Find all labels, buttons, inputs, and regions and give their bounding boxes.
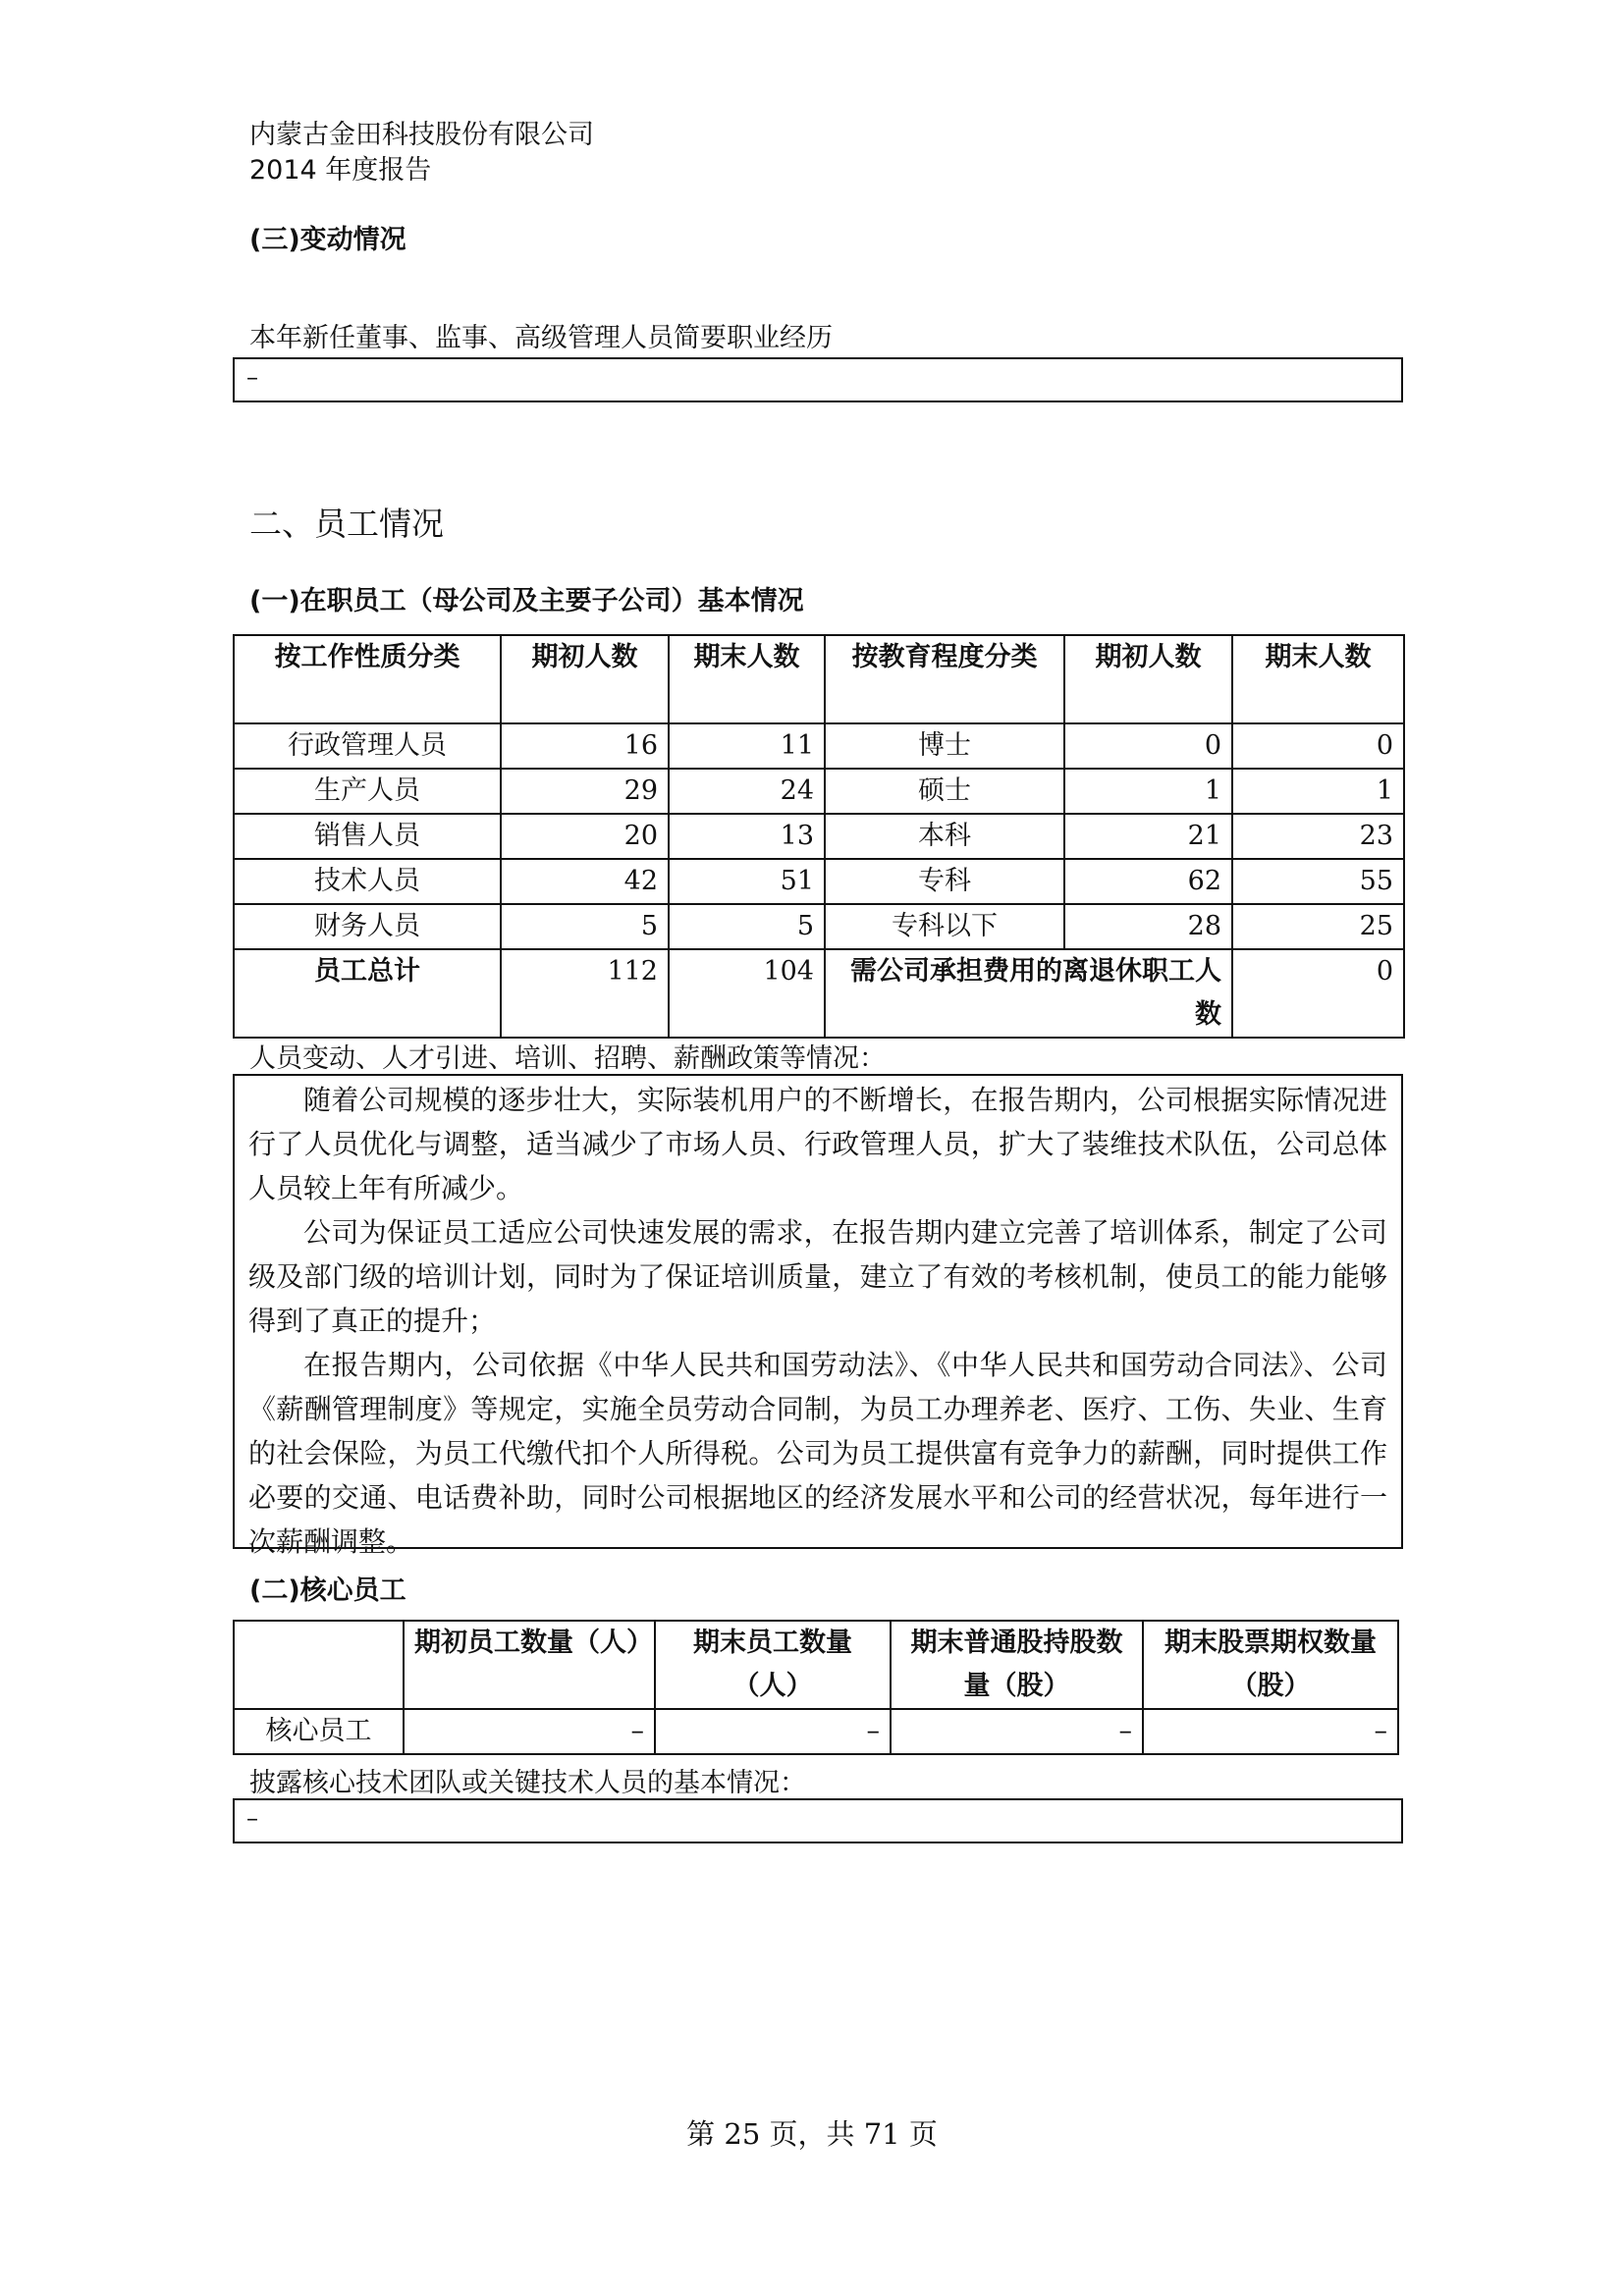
education-cell: 本科 [825, 814, 1064, 859]
begin-count-cell: 20 [501, 814, 669, 859]
policy-box [233, 1074, 1403, 1558]
header-education-category: 按教育程度分类 [825, 635, 1064, 723]
new-officers-caption: 本年新任董事、监事、高级管理人员简要职业经历 [249, 323, 833, 353]
disclosure-caption: 披露核心技术团队或关键技术人员的基本情况： [249, 1768, 806, 1798]
job-category-cell: 财务人员 [234, 904, 501, 949]
core-header-end: 期末员工数量（人） [655, 1621, 891, 1709]
employees-header-row [234, 635, 1404, 723]
begin-count-cell: 5 [501, 904, 669, 949]
end-count-cell: 24 [669, 769, 825, 814]
new-officers-box [233, 357, 1403, 402]
employees-section-title: 二、员工情况 [249, 505, 444, 543]
retiree-label: 需公司承担费用的离退休职工人数 [825, 949, 1232, 1038]
disclosure-text: – [246, 1804, 258, 1832]
job-category-cell: 生产人员 [234, 769, 501, 814]
begin-count-cell: 29 [501, 769, 669, 814]
core-header-options: 期末股票期权数量（股） [1143, 1621, 1398, 1709]
core-row-label: 核心员工 [234, 1709, 404, 1754]
edu-begin-cell: 28 [1064, 904, 1232, 949]
job-category-cell: 行政管理人员 [234, 723, 501, 769]
table-row [234, 814, 1404, 859]
employees-total-row [234, 949, 1404, 1038]
edu-end-cell: 0 [1232, 723, 1404, 769]
new-officers-text: – [246, 363, 258, 391]
core-employees-title: (二)核心员工 [249, 1575, 406, 1606]
policy-paragraph: 随着公司规模的逐步壮大，实际装机用户的不断增长，在报告期内，公司根据实际情况进行了人员优化与调整，适当减少了市场人员、行政管理人员，扩大了装维技术队伍，公司总体人员较上年有所减少。 [248, 1084, 1387, 1204]
policy-caption: 人员变动、人才引进、培训、招聘、薪酬政策等情况： [249, 1043, 886, 1074]
header-edu-begin-count: 期初人数 [1064, 635, 1232, 723]
job-category-cell: 销售人员 [234, 814, 501, 859]
employees-basic-title: (一)在职员工（母公司及主要子公司）基本情况 [249, 586, 804, 616]
table-row [234, 904, 1404, 949]
policy-paragraph: 公司为保证员工适应公司快速发展的需求，在报告期内建立完善了培训体系，制定了公司级及部门级的培训计划，同时为了保证培训质量，建立了有效的考核机制，使员工的能力能够得到了真正的提升； [248, 1216, 1387, 1337]
core-header-begin: 期初员工数量（人） [404, 1621, 655, 1709]
edu-end-cell: 25 [1232, 904, 1404, 949]
end-count-cell: 5 [669, 904, 825, 949]
report-year: 2014 年度报告 [249, 155, 432, 186]
table-row [234, 769, 1404, 814]
policy-paragraph: 在报告期内，公司依据《中华人民共和国劳动法》、《中华人民共和国劳动合同法》、公司《薪酬管理制度》等规定，实施全员劳动合同制，为员工办理养老、医疗、工伤、失业、生育的社会保险，为员工代缴代扣个人所得税。公司为员工提供富有竞争力的薪酬，同时提供工作必要的交通、电话费补助，同时公司根据地区的经济发展水平和公司的经营状况，每年进行一次薪酬调整。 [248, 1349, 1387, 1558]
company-name: 内蒙古金田科技股份有限公司 [249, 120, 594, 150]
education-cell: 博士 [825, 723, 1064, 769]
education-cell: 专科 [825, 859, 1064, 904]
edu-end-cell: 23 [1232, 814, 1404, 859]
header-begin-count: 期初人数 [501, 635, 669, 723]
core-header-blank [234, 1621, 404, 1709]
employees-table [233, 634, 1405, 1039]
education-cell: 专科以下 [825, 904, 1064, 949]
table-row [234, 723, 1404, 769]
header-job-category: 按工作性质分类 [234, 635, 501, 723]
page-number: 第 25 页，共 71 页 [686, 2117, 938, 2151]
core-header-row [234, 1621, 1398, 1709]
edu-begin-cell: 1 [1064, 769, 1232, 814]
education-cell: 硕士 [825, 769, 1064, 814]
edu-begin-cell: 0 [1064, 723, 1232, 769]
core-shares-value: – [891, 1709, 1143, 1754]
table-row [234, 1709, 1398, 1754]
begin-count-cell: 16 [501, 723, 669, 769]
header-edu-end-count: 期末人数 [1232, 635, 1404, 723]
edu-end-cell: 1 [1232, 769, 1404, 814]
total-end: 104 [669, 949, 825, 1038]
job-category-cell: 技术人员 [234, 859, 501, 904]
end-count-cell: 11 [669, 723, 825, 769]
core-options-value: – [1143, 1709, 1398, 1754]
disclosure-box [233, 1798, 1403, 1843]
edu-begin-cell: 21 [1064, 814, 1232, 859]
core-begin-value: – [404, 1709, 655, 1754]
end-count-cell: 13 [669, 814, 825, 859]
total-begin: 112 [501, 949, 669, 1038]
total-label: 员工总计 [234, 949, 501, 1038]
section-changes-title: (三)变动情况 [249, 225, 406, 255]
retiree-value: 0 [1232, 949, 1404, 1038]
end-count-cell: 51 [669, 859, 825, 904]
header-end-count: 期末人数 [669, 635, 825, 723]
edu-begin-cell: 62 [1064, 859, 1232, 904]
edu-end-cell: 55 [1232, 859, 1404, 904]
core-employees-table [233, 1620, 1399, 1755]
table-row [234, 859, 1404, 904]
core-end-value: – [655, 1709, 891, 1754]
core-header-shares: 期末普通股持股数量（股） [891, 1621, 1143, 1709]
report-header [249, 118, 594, 188]
begin-count-cell: 42 [501, 859, 669, 904]
